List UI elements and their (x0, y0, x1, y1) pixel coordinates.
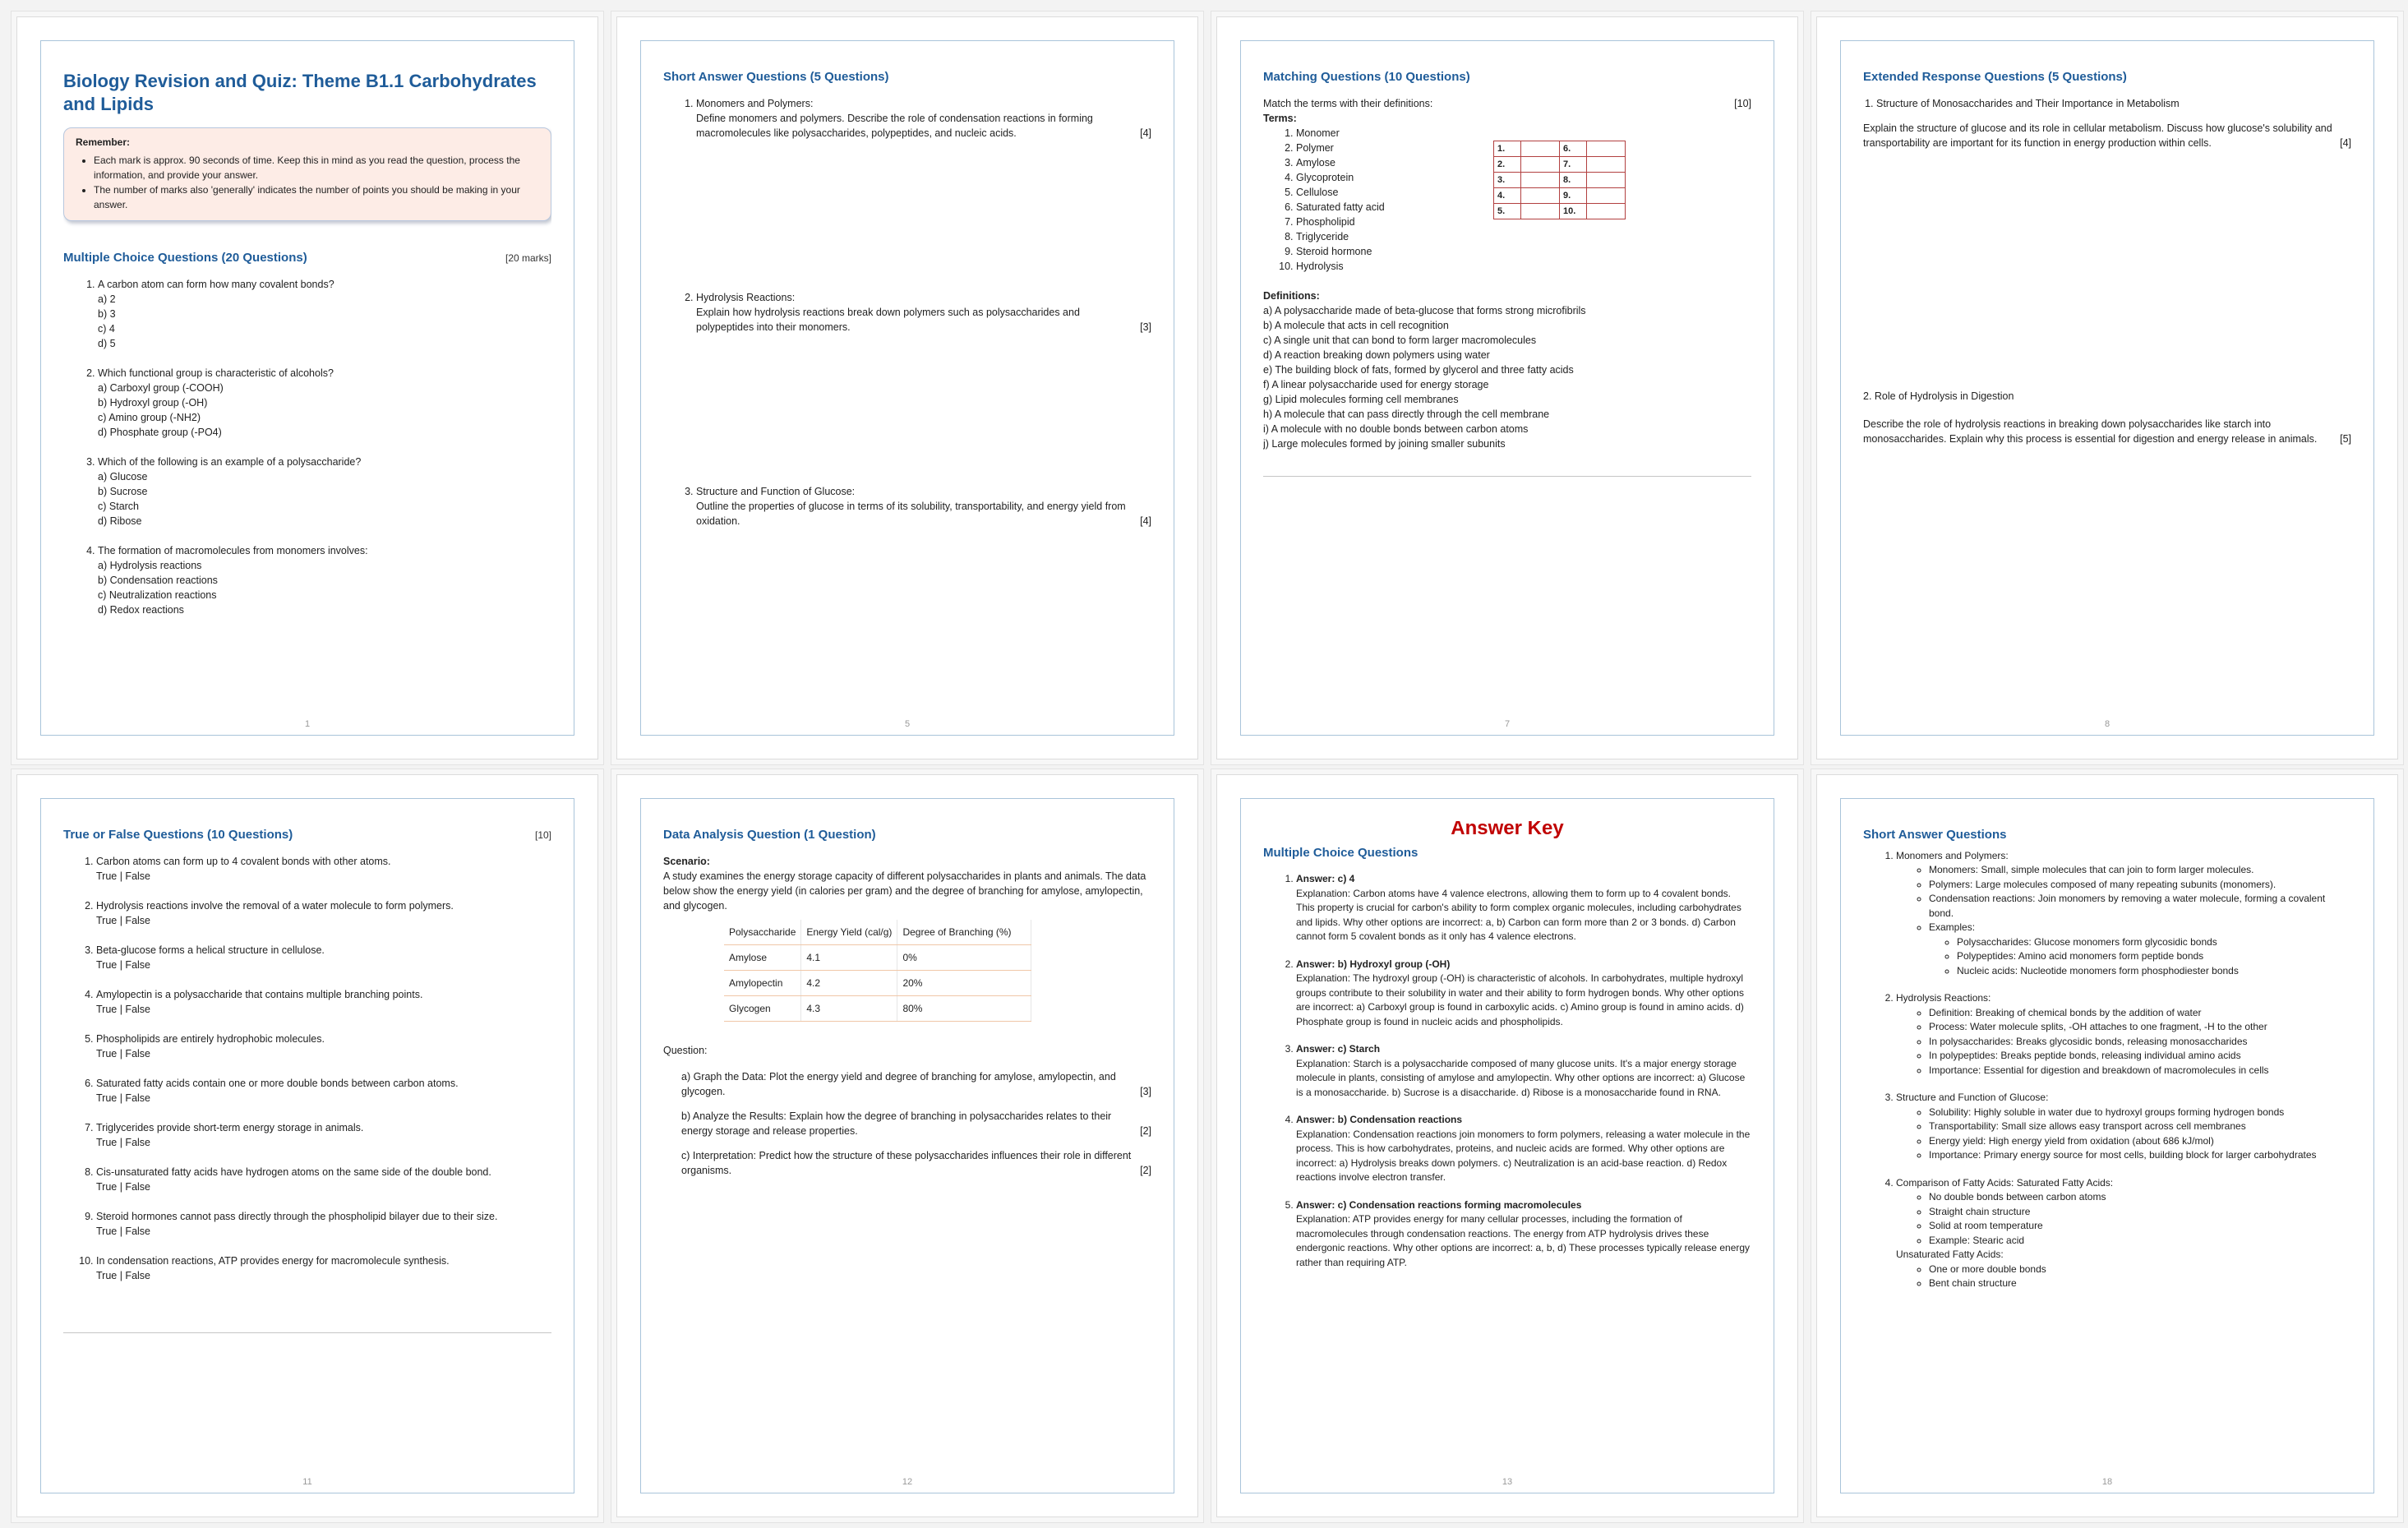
answer-point: ◦ Energy yield: High energy yield from oxidation (about 686 kJ/mol) (1929, 1134, 2351, 1149)
section-heading (63, 251, 551, 265)
grid-label: 1. (1494, 141, 1521, 157)
answer-cell[interactable] (1521, 173, 1560, 188)
statement: Saturated fatty acids contain one or more double bonds between carbon atoms. (96, 1078, 459, 1089)
definition-item: b) A molecule that acts in cell recognition (1263, 320, 1449, 331)
mcq-list (63, 277, 551, 617)
mark-label: [10] (1734, 98, 1751, 109)
table-cell: 20% (897, 971, 1031, 996)
document-page-8[interactable] (1816, 16, 2398, 759)
answer-cell[interactable] (1587, 188, 1626, 204)
mark-label: [4] (2340, 137, 2351, 149)
mark-label: [3] (1140, 321, 1151, 333)
term-item: 1. Monomer (1296, 126, 1493, 141)
section-heading (63, 828, 551, 842)
definition-item: h) A molecule that can pass directly through the cell membrane (1263, 409, 1550, 420)
table-cell: 0% (897, 945, 1031, 971)
table-row (724, 945, 1031, 971)
table-cell: 4.1 (801, 945, 897, 971)
answer-point: ◦ Solid at room temperature (1929, 1219, 2351, 1234)
answer-points (1896, 1263, 2351, 1291)
sub-points (1929, 935, 2351, 979)
tf-item (96, 1076, 551, 1106)
answer-list (1263, 872, 1751, 1270)
answer-cell[interactable] (1521, 204, 1560, 219)
answer-heading: Monomers and Polymers: (1896, 849, 2009, 861)
term-item: 10. Hydrolysis (1296, 259, 1493, 274)
remember-item: • The number of marks also 'generally' indicates the number of points you should be making in your answer. (94, 182, 539, 212)
term-item: 9. Steroid hormone (1296, 244, 1493, 259)
page-number: 18 (2101, 1477, 2113, 1487)
section-title: Extended Response Questions (5 Questions) (1863, 70, 2127, 84)
answer-point: ◦ Straight chain structure (1929, 1205, 2351, 1220)
document-page-5[interactable] (616, 16, 1198, 759)
answer-point: ◦ Importance: Primary energy source for most cells, building block for larger carbohydrates (1929, 1148, 2351, 1163)
true-false-choice[interactable]: True | False (96, 1004, 150, 1015)
mark-label: [4] (1140, 515, 1151, 527)
option: a) 2 (98, 293, 116, 305)
option: c) Amino group (-NH2) (98, 412, 201, 423)
option: b) Condensation reactions (98, 575, 218, 586)
mcq-item (98, 366, 551, 440)
document-page-1[interactable] (16, 16, 598, 759)
answer-cell[interactable] (1587, 204, 1626, 219)
mark-label: [2] (1140, 1125, 1151, 1137)
question-body: Explain how hydrolysis reactions break down polymers such as polysaccharides and polypeptides into their monomers. (696, 307, 1080, 333)
answer-point: ◦ Transportability: Small size allows easy transport across cell membranes (1929, 1119, 2351, 1134)
section-title: Data Analysis Question (1 Question) (663, 828, 876, 842)
grid-label: 3. (1494, 173, 1521, 188)
answer-point: ◦ Example: Stearic acid (1929, 1234, 2351, 1249)
tf-item (96, 987, 551, 1017)
sub-point: ◦ Polypeptides: Amino acid monomers form peptide bonds (1957, 949, 2351, 964)
section-heading (1263, 846, 1751, 861)
answer-point: ◦ Monomers: Small, simple molecules that can join to form larger molecules. (1929, 863, 2351, 878)
grid-label: 8. (1560, 173, 1587, 188)
term-item: 2. Polymer (1296, 141, 1493, 155)
option: a) Hydrolysis reactions (98, 560, 202, 571)
mark-label: [4] (1140, 127, 1151, 139)
answer-point: ◦ Definition: Breaking of chemical bonds by the addition of water (1929, 1006, 2351, 1021)
question-text: Which of the following is an example of a polysaccharide? (98, 456, 362, 468)
grid-label: 7. (1560, 157, 1587, 173)
table-header-row (724, 920, 1031, 945)
answer-points (1896, 1006, 2351, 1078)
mark-label: [3] (1140, 1086, 1151, 1097)
answer-point: ◦ In polysaccharides: Breaks glycosidic bonds, releasing monosaccharides (1929, 1035, 2351, 1050)
answer-cell[interactable] (1587, 141, 1626, 157)
page-number: 8 (2104, 719, 2110, 729)
true-false-choice[interactable]: True | False (96, 1137, 150, 1148)
answer-cell[interactable] (1521, 157, 1560, 173)
table-cell: 80% (897, 996, 1031, 1022)
divider (63, 1332, 551, 1333)
answer-text: 4. Answer: b) Condensation reactions (1296, 1114, 1463, 1125)
true-false-choice[interactable]: True | False (96, 1048, 150, 1059)
tf-item (96, 1120, 551, 1150)
statement: Cis-unsaturated fatty acids have hydrogen atoms on the same side of the double bond. (96, 1166, 491, 1178)
table-cell: Glycogen (724, 996, 801, 1022)
section-heading (1863, 70, 2351, 85)
instruction-row (1263, 96, 1751, 111)
statement: Hydrolysis reactions involve the removal of a water molecule to form polymers. (96, 900, 454, 912)
page-number: 13 (1502, 1477, 1513, 1487)
answer-grid (1493, 141, 1626, 274)
definitions-label: Definitions: (1263, 290, 1320, 302)
section-title: Multiple Choice Questions (1263, 846, 1419, 860)
section-heading (1863, 828, 2351, 842)
question-text: The formation of macromolecules from monomers involves: (98, 545, 368, 556)
question-label: Question: (663, 1045, 708, 1056)
mcq-item (98, 277, 551, 351)
answer-item (1896, 1176, 2351, 1291)
true-false-choice[interactable]: True | False (96, 1092, 150, 1104)
true-false-choice[interactable]: True | False (96, 1226, 150, 1237)
document-page-11[interactable] (16, 774, 598, 1517)
definitions-list (1263, 303, 1751, 451)
document-page-18[interactable] (1816, 774, 2398, 1517)
answer-list (1863, 849, 2351, 1291)
data-table (724, 920, 1031, 1022)
document-page-12[interactable] (616, 774, 1198, 1517)
terms-label: Terms: (1263, 113, 1297, 124)
question-body: Describe the role of hydrolysis reactions in breaking down polysaccharides like starch into monosaccharides. Explain why this process is essential for digestion and energy release in animals. (1863, 418, 2318, 445)
question-title: Structure and Function of Glucose: (696, 486, 856, 497)
explanation-text: Explanation: Condensation reactions join monomers to form polymers, releasing a water molecule in the process. This is how carbohydrates, proteins, and nucleic acids are formed. Why other options are incorrect: a) Hydrolysis breaks down polymers. c) Neutralization is an acid-base reaction. d) Redox reactions involve electron transfer. (1296, 1128, 1751, 1183)
table-cell: Polysaccharide (724, 920, 801, 945)
explanation-text: Explanation: ATP provides energy for many cellular processes, including the formation of macromolecules through condensation reactions. The energy from ATP hydrolysis drives these endergonic reactions. Why other options are incorrect: a, b, d) These processes typically release energy rather than requiring ATP. (1296, 1213, 1751, 1268)
section-heading (663, 70, 1151, 85)
statement: Phospholipids are entirely hydrophobic molecules. (96, 1033, 325, 1045)
answer-point: ◦ Importance: Essential for digestion and breakdown of macromolecules in cells (1929, 1064, 2351, 1078)
grid-label: 5. (1494, 204, 1521, 219)
term-item: 4. Glycoprotein (1296, 170, 1493, 185)
answer-cell[interactable] (1521, 188, 1560, 204)
question-body: Define monomers and polymers. Describe the role of condensation reactions in forming macromolecules like polysaccharides, polypeptides, and nucleic acids. (696, 113, 1093, 139)
answer-points (1896, 1190, 2351, 1248)
answer-subheading: Unsaturated Fatty Acids: (1896, 1249, 2004, 1260)
answer-item (1896, 1091, 2351, 1163)
term-item: 8. Triglyceride (1296, 229, 1493, 244)
answer-cell[interactable] (1587, 157, 1626, 173)
question-title: Hydrolysis Reactions: (696, 292, 796, 303)
question-row (1863, 121, 2351, 150)
answer-point: ◦ One or more double bonds (1929, 1263, 2351, 1277)
answer-item (1296, 1042, 1751, 1100)
grid-label: 2. (1494, 157, 1521, 173)
remember-box (63, 127, 551, 221)
tf-item (96, 898, 551, 928)
answer-space (1863, 150, 2351, 389)
grid-label: 10. (1560, 204, 1587, 219)
statement: Beta-glucose forms a helical structure in cellulose. (96, 944, 325, 956)
question-parts (663, 1069, 1151, 1178)
true-false-list (63, 854, 551, 1283)
part-text: c) Interpretation: Predict how the structure of these polysaccharides influences their role in different organisms. (681, 1150, 1132, 1176)
definition-item: d) A reaction breaking down polymers using water (1263, 349, 1490, 361)
answer-point: ◦ Bent chain structure (1929, 1276, 2351, 1291)
page-number: 12 (902, 1477, 913, 1487)
answer-points (1896, 863, 2351, 978)
section-title: Short Answer Questions (1863, 828, 2007, 842)
term-item: 7. Phospholipid (1296, 215, 1493, 229)
table-row (724, 971, 1031, 996)
table-cell: Amylose (724, 945, 801, 971)
question-part (681, 1069, 1151, 1099)
table-cell: Energy Yield (cal/g) (801, 920, 897, 945)
grid-label: 4. (1494, 188, 1521, 204)
true-false-choice[interactable]: True | False (96, 1181, 150, 1193)
answer-heading: Hydrolysis Reactions: (1896, 992, 1991, 1004)
scenario-label: Scenario: (663, 856, 710, 867)
answer-text: 1. Answer: c) 4 (1296, 873, 1355, 884)
section-heading (1263, 70, 1751, 85)
true-false-choice[interactable]: True | False (96, 959, 150, 971)
divider (1263, 476, 1751, 477)
answer-item (1296, 958, 1751, 1030)
section-heading (663, 828, 1151, 842)
question-text: A carbon atom can form how many covalent bonds? (98, 279, 334, 290)
mark-label: [2] (1140, 1165, 1151, 1176)
sub-point: ◦ Nucleic acids: Nucleotide monomers form phosphodiester bonds (1957, 964, 2351, 979)
question-text: Which functional group is characteristic of alcohols? (98, 367, 334, 379)
grid-label: 9. (1560, 188, 1587, 204)
part-text: a) Graph the Data: Plot the energy yield and degree of branching for amylose, amylopectin, and glycogen. (681, 1071, 1116, 1097)
statement: Amylopectin is a polysaccharide that contains multiple branching points. (96, 989, 423, 1000)
question-part (681, 1109, 1151, 1138)
definition-item: j) Large molecules formed by joining smaller subunits (1263, 438, 1506, 450)
option: d) 5 (98, 338, 116, 349)
term-item: 6. Saturated fatty acid (1296, 200, 1493, 215)
definition-item: c) A single unit that can bond to form larger macromolecules (1263, 335, 1537, 346)
marks-label: [20 marks] (505, 252, 551, 264)
answer-item (1896, 991, 2351, 1078)
question-part (681, 1148, 1151, 1178)
tf-item (96, 1253, 551, 1283)
document-page-7[interactable] (1216, 16, 1798, 759)
answer-point: ◦ No double bonds between carbon atoms (1929, 1190, 2351, 1205)
answer-text: 5. Answer: c) Condensation reactions forming macromolecules (1296, 1198, 1582, 1211)
mcq-item (98, 455, 551, 529)
section-title: True or False Questions (10 Questions) (63, 828, 293, 842)
option: c) Neutralization reactions (98, 589, 217, 601)
answer-item (1896, 849, 2351, 979)
term-item: 3. Amylose (1296, 155, 1493, 170)
answer-heading: Structure and Function of Glucose: (1896, 1092, 2049, 1103)
table-cell: 4.2 (801, 971, 897, 996)
answer-cell[interactable] (1521, 141, 1560, 157)
answer-text: 2. Answer: b) Hydroxyl group (-OH) (1296, 958, 1451, 970)
definition-item: e) The building block of fats, formed by glycerol and three fatty acids (1263, 364, 1574, 376)
answer-key-title: Answer Key (1451, 821, 1564, 839)
section-title: Multiple Choice Questions (20 Questions) (63, 251, 307, 265)
answer-point-text: Examples: (1929, 921, 1976, 933)
question-row (1863, 417, 2351, 446)
answer-point: ◦ Process: Water molecule splits, -OH attaches to one fragment, -H to the other (1929, 1020, 2351, 1035)
sub-point: ◦ Polysaccharides: Glucose monomers form glycosidic bonds (1957, 935, 2351, 950)
explanation-text: Explanation: Starch is a polysaccharide composed of many glucose units. It's a major energy storage molecule in plants, consisting of amylose and amylopectin. Why other options are incorrect: a) Glucose is a monosaccharide. b) Sucrose is a disaccharide. d) Ribose is a monosaccharide found in RNA. (1296, 1057, 1746, 1098)
document-page-13[interactable] (1216, 774, 1798, 1517)
answer-points (1896, 1106, 2351, 1163)
section-title: Short Answer Questions (5 Questions) (663, 70, 889, 84)
marks-label: [10] (534, 829, 551, 841)
answer-point: ◦ Solubility: Highly soluble in water due to hydroxyl groups forming hydrogen bonds (1929, 1106, 2351, 1120)
true-false-choice[interactable]: True | False (96, 915, 150, 926)
statement: Carbon atoms can form up to 4 covalent bonds with other atoms. (96, 856, 391, 867)
true-false-choice[interactable]: True | False (96, 870, 150, 882)
mcq-item (98, 543, 551, 617)
tf-item (96, 1209, 551, 1239)
short-answer-item (696, 96, 1151, 141)
mark-label: [5] (2340, 433, 2351, 445)
answer-cell[interactable] (1587, 173, 1626, 188)
page-number: 1 (304, 719, 311, 729)
answer-item (1296, 872, 1751, 944)
option: a) Glucose (98, 471, 148, 482)
answer-point: ◦ In polypeptides: Breaks peptide bonds, releasing individual amino acids (1929, 1049, 2351, 1064)
option: b) Hydroxyl group (-OH) (98, 397, 208, 409)
option: c) 4 (98, 323, 115, 335)
terms-list (1263, 126, 1493, 274)
remember-item: • Each mark is approx. 90 seconds of time. Keep this in mind as you read the question, process the information, and provide your answer. (94, 153, 539, 182)
table-cell: Amylopectin (724, 971, 801, 996)
definition-item: f) A linear polysaccharide used for energy storage (1263, 379, 1489, 390)
table-cell: 4.3 (801, 996, 897, 1022)
term-item: 5. Cellulose (1296, 185, 1493, 200)
option: a) Carboxyl group (-COOH) (98, 382, 224, 394)
statement: Steroid hormones cannot pass directly through the phospholipid bilayer due to their size. (96, 1211, 498, 1222)
answer-point: ◦ Polymers: Large molecules composed of many repeating subunits (monomers). (1929, 878, 2351, 893)
part-text: b) Analyze the Results: Explain how the degree of branching in polysaccharides relates to their energy storage and release properties. (681, 1110, 1112, 1137)
terms-block (1263, 126, 1751, 274)
scenario-text: A study examines the energy storage capacity of different polysaccharides in plants and animals. The data below show the energy yield (in calories per gram) and the degree of branching for amylose, amylopectin, and glycogen. (663, 870, 1146, 912)
option: c) Starch (98, 501, 140, 512)
grid-label: 6. (1560, 141, 1587, 157)
tf-item (96, 854, 551, 884)
short-answer-item (696, 290, 1151, 335)
definition-item: i) A molecule with no double bonds between carbon atoms (1263, 423, 1529, 435)
page-number: 11 (302, 1477, 312, 1487)
extended-list (1863, 96, 2351, 111)
answer-item (1296, 1113, 1751, 1185)
instruction-text: Match the terms with their definitions: (1263, 98, 1433, 109)
answer-point (1929, 921, 2351, 978)
table-row (724, 996, 1031, 1022)
document-title: Biology Revision and Quiz: Theme B1.1 Carbohydrates and Lipids (63, 71, 537, 114)
definition-item: a) A polysaccharide made of beta-glucose that forms strong microfibrils (1263, 305, 1586, 316)
explanation-text: Explanation: Carbon atoms have 4 valence electrons, allowing them to form up to 4 covalent bonds. This property is crucial for carbon's ability to form complex organic molecules, including carbohydrates and lipids. Why other options are incorrect: a, b) Carbon can form more than 2 or 3 bonds. d) Carbon cannot form 5 covalent bonds as it only has 4 valence electrons. (1296, 887, 1741, 942)
option: d) Redox reactions (98, 604, 184, 616)
answer-item (1296, 1198, 1751, 1271)
short-answer-list (663, 96, 1151, 529)
option: d) Ribose (98, 515, 142, 527)
page-number: 5 (904, 719, 911, 729)
answer-text: 3. Answer: c) Starch (1296, 1043, 1381, 1055)
tf-item (96, 1165, 551, 1194)
question-title: 1. Structure of Monosaccharides and Their Importance in Metabolism (1876, 96, 2351, 111)
question-body: Outline the properties of glucose in terms of its solubility, transportability, and energy yield from oxidation. (696, 501, 1126, 527)
answer-heading: Comparison of Fatty Acids: Saturated Fatty Acids: (1896, 1176, 2114, 1189)
definition-item: g) Lipid molecules forming cell membranes (1263, 394, 1459, 405)
question-title: Monomers and Polymers: (696, 98, 814, 109)
short-answer-item (696, 484, 1151, 529)
statement: In condensation reactions, ATP provides energy for macromolecule synthesis. (96, 1255, 450, 1267)
tf-item (96, 1032, 551, 1061)
option: b) Sucrose (98, 486, 148, 497)
true-false-choice[interactable]: True | False (96, 1270, 150, 1281)
tf-item (96, 943, 551, 972)
remember-title: Remember: (76, 136, 131, 148)
section-title: Matching Questions (10 Questions) (1263, 70, 1470, 84)
question-body: Explain the structure of glucose and its role in cellular metabolism. Discuss how glucose's solubility and transportability are important for its function in energy production within cells. (1863, 122, 2332, 149)
option: d) Phosphate group (-PO4) (98, 427, 222, 438)
statement: Triglycerides provide short-term energy storage in animals. (96, 1122, 364, 1133)
page-number: 7 (1504, 719, 1511, 729)
table-cell: Degree of Branching (%) (897, 920, 1031, 945)
explanation-text: Explanation: The hydroxyl group (-OH) is characteristic of alcohols. In carbohydrates, multiple hydroxyl groups contribute to their solubility in water and their ability to form hydrogen bonds. Why other options are incorrect: a) Carboxyl group is found in carboxylic acids. c) Amino group is found in amino acids. d) Phosphate group is found in nucleic acids and phospholipids. (1296, 972, 1744, 1027)
option: b) 3 (98, 308, 116, 320)
question-title: 2. Role of Hydrolysis in Digestion (1863, 390, 2014, 402)
answer-point: ◦ Condensation reactions: Join monomers by removing a water molecule, forming a covalent bond. (1929, 892, 2351, 921)
